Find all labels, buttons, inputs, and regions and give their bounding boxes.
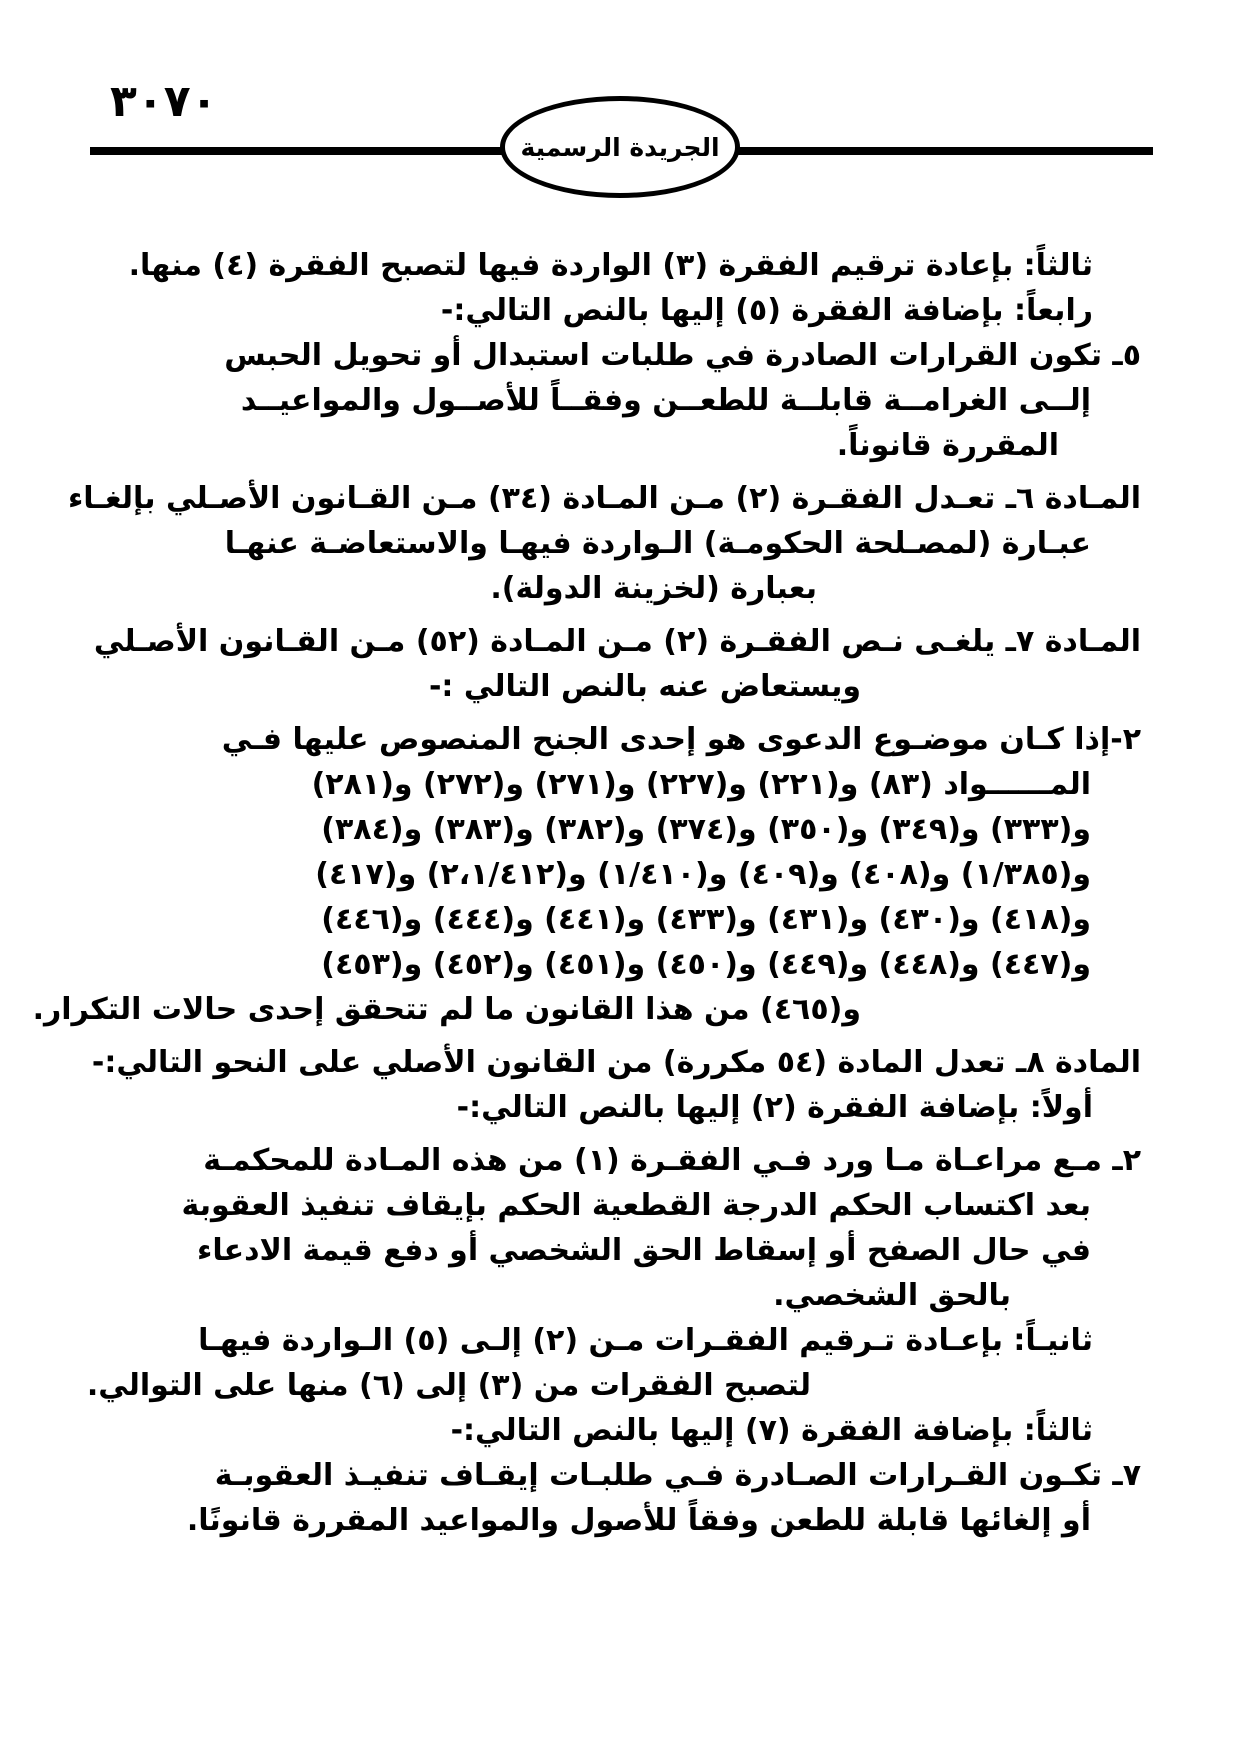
text-line-para2-court-cont2: في حال الصفح أو إسقاط الحق الشخصي أو دفع قيمة الادعاء xyxy=(197,1233,1091,1268)
page-number: ٣٠٧٠ xyxy=(110,76,218,127)
text-line-article6: المـادة ٦ـ تعـدل الفقـرة (٢) مـن المـادة (٣٤) مـن القـانون الأصـلي بإلغـاء xyxy=(67,481,1141,516)
text-line-para7-end: أو إلغائها قابلة للطعن وفقاً للأصول والمواعيد المقررة قانونًا. xyxy=(186,1503,1091,1538)
document-body xyxy=(32,243,1141,1543)
text-line-rabian-add-para5: رابعاً: بإضافة الفقرة (٥) إليها بالنص التالي:- xyxy=(440,293,1093,328)
text-line-thanian-cont: لتصبح الفقرات من (٣) إلى (٦) منها على التوالي. xyxy=(86,1368,811,1403)
text-line-para7-decisions: ٧ـ تكـون القـرارات الصـادرة فـي طلبـات إيقـاف تنفيـذ العقوبـة xyxy=(214,1458,1141,1493)
text-line-articles-row5: و(٤٤٧) و(٤٤٨) و(٤٤٩) و(٤٥٠) و(٤٥١) و(٤٥٢) و(٤٥٣) xyxy=(321,947,1091,982)
text-line-para5-end: المقررة قانوناً. xyxy=(836,428,1059,463)
text-line-articles-row4: و(٤١٨) و(٤٣٠) و(٤٣١) و(٤٣٣) و(٤٤١) و(٤٤٤) و(٤٤٦) xyxy=(321,902,1091,937)
text-line-para2-misdemeanors: ٢-إذا كـان موضـوع الدعوى هو إحدى الجنح المنصوص عليها فـي xyxy=(221,722,1141,757)
text-line-para5-decisions: ٥ـ تكون القرارات الصادرة في طلبات استبدال أو تحويل الحبس xyxy=(224,338,1141,373)
text-line-article7: المـادة ٧ـ يلغـى نـص الفقـرة (٢) مـن المـادة (٥٢) مـن القـانون الأصـلي xyxy=(93,624,1141,659)
text-line-article8: المادة ٨ـ تعدل المادة (٥٤ مكررة) من القانون الأصلي على النحو التالي:- xyxy=(91,1045,1141,1080)
gazette-oval xyxy=(500,96,740,198)
text-line-para2-court: ٢ـ مـع مراعـاة مـا ورد فـي الفقـرة (١) من هذه المـادة للمحكمـة xyxy=(203,1143,1141,1178)
text-line-articles-row3: و(١/٣٨٥) و(٤٠٨) و(٤٠٩) و(١/٤١٠) و(٢،١/٤١٢) و(٤١٧) xyxy=(315,857,1091,892)
text-line-articles-end: و(٤٦٥) من هذا القانون ما لم تتحقق إحدى حالات التكرار. xyxy=(32,992,861,1027)
text-line-articles-row2: و(٣٣٣) و(٣٤٩) و(٣٥٠) و(٣٧٤) و(٣٨٢) و(٣٨٣) و(٣٨٤) xyxy=(321,812,1091,847)
text-line-awalan-add-para2: أولاً: بإضافة الفقرة (٢) إليها بالنص التالي:- xyxy=(456,1090,1093,1125)
text-line-para2-court-cont1: بعد اكتساب الحكم الدرجة القطعية الحكم بإيقاف تنفيذ العقوبة xyxy=(181,1188,1091,1223)
text-line-articles-row1: المــــــواد (٨٣) و(٢٢١) و(٢٢٧) و(٢٧١) و(٢٧٢) و(٢٨١) xyxy=(311,767,1091,802)
text-line-article6-cont: عبـارة (لمصـلحة الحكومـة) الـواردة فيهـا والاستعاضـة عنهـا xyxy=(224,526,1091,561)
gazette-title: الجريدة الرسمية xyxy=(520,132,720,162)
text-line-article7-cont: ويستعاض عنه بالنص التالي :- xyxy=(428,669,861,704)
text-line-thanian-renumber: ثانيـاً: بإعـادة تـرقيم الفقـرات مـن (٢) إلـى (٥) الـواردة فيهـا xyxy=(198,1323,1093,1358)
text-line-para5-cont: إلــى الغرامــة قابلــة للطعــن وفقــاً للأصــول والمواعيــد xyxy=(240,383,1091,418)
text-line-thalithan-add-para7: ثالثاً: بإضافة الفقرة (٧) إليها بالنص التالي:- xyxy=(450,1413,1093,1448)
text-line-para2-court-end: بالحق الشخصي. xyxy=(773,1278,1011,1313)
text-line-thalithan-renumber: ثالثاً: بإعادة ترقيم الفقرة (٣) الواردة فيها لتصبح الفقرة (٤) منها. xyxy=(128,248,1093,283)
text-line-article6-end: بعبارة (لخزينة الدولة). xyxy=(490,571,817,606)
